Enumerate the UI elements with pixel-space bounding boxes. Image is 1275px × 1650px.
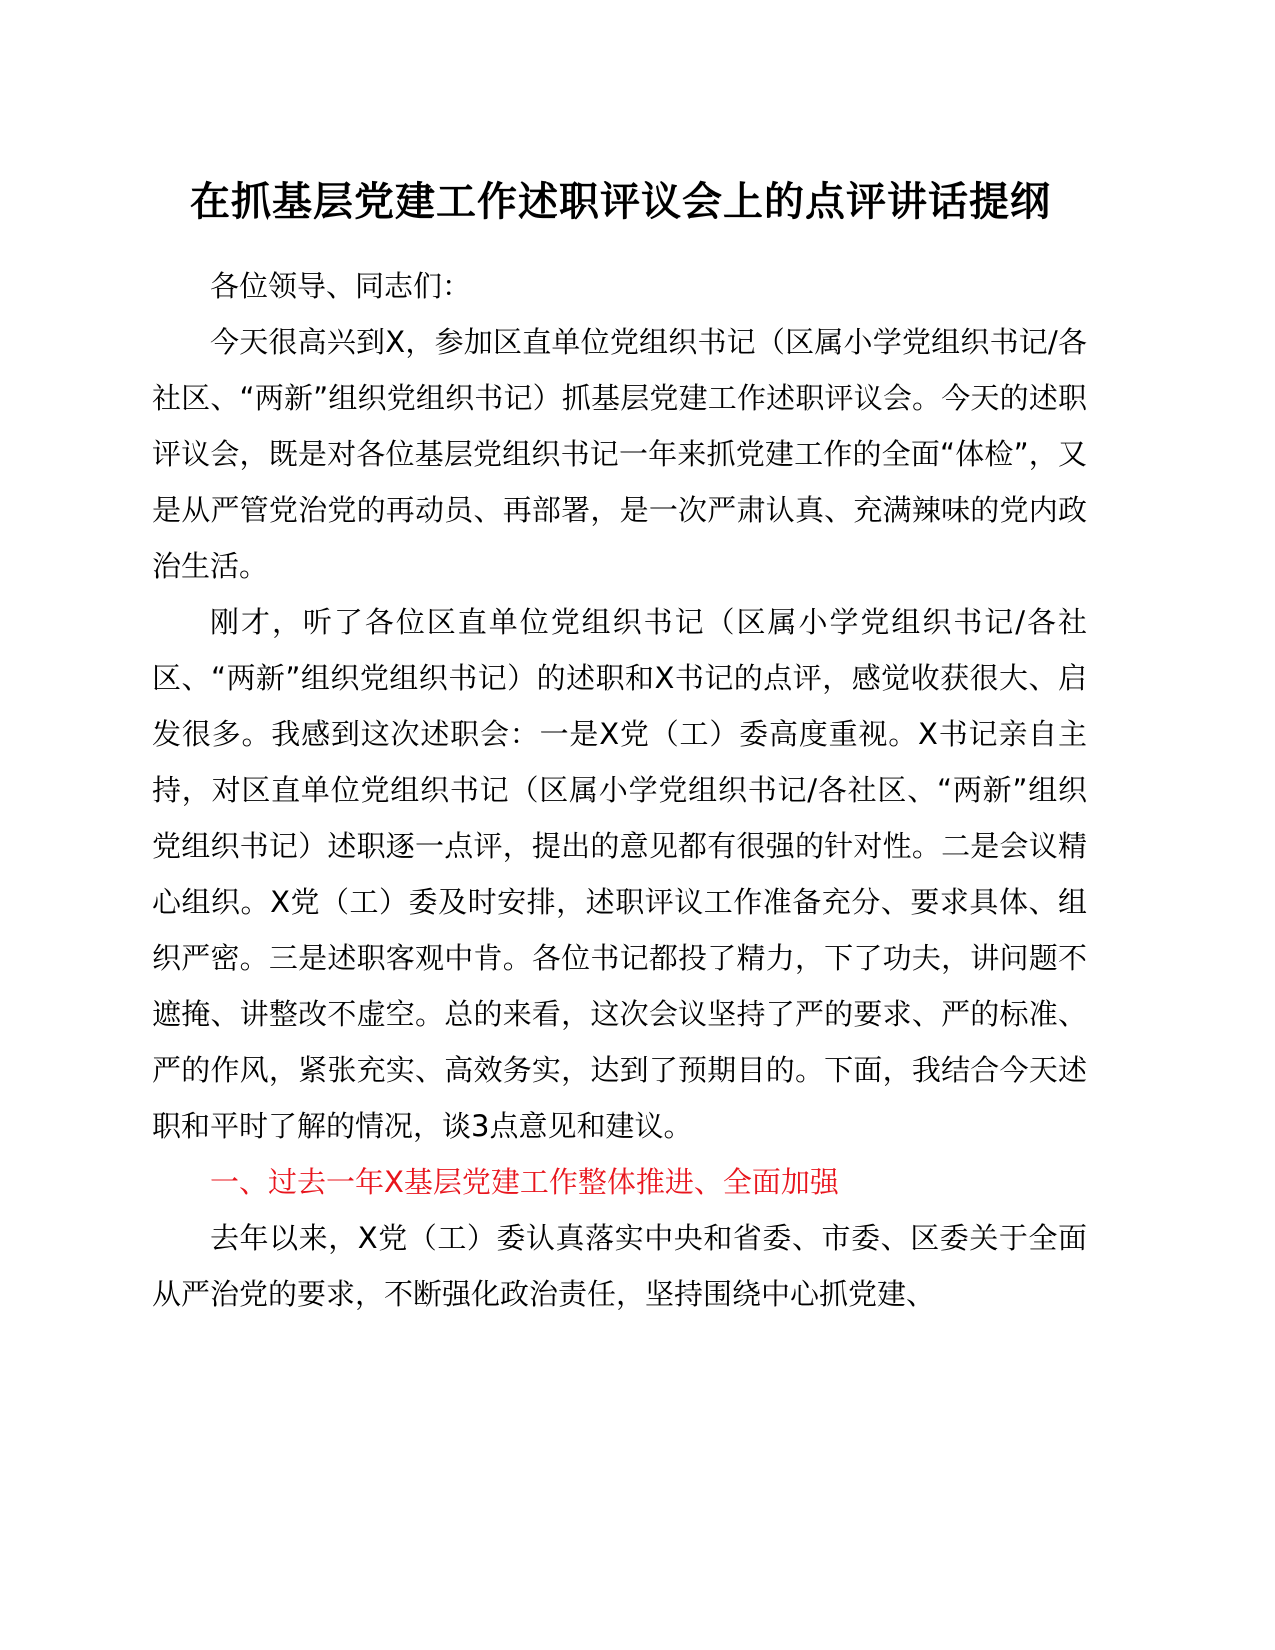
section-heading-1: 一、过去一年X基层党建工作整体推进、全面加强 — [210, 1165, 839, 1199]
document-title: 在抓基层党建工作述职评议会上的点评讲话提纲 — [190, 179, 1051, 225]
document-page — [152, 170, 1087, 1322]
greeting: 各位领导、同志们： — [210, 269, 472, 303]
paragraph-opening: 今天很高兴到X，参加区直单位党组织书记（区属小学党组织书记/各社区、“两新”组织党组织书记）抓基层党建工作述职评议会。今天的述职评议会，既是对各位基层党组织书记一年来抓党建工作的全面“体检”，又是从严管党治党的再动员、再部署，是一次严肃认真、充满辣味的党内政治生活。 — [152, 325, 1087, 583]
paragraph-section-1-body: 去年以来，X党（工）委认真落实中央和省委、市委、区委关于全面从严治党的要求，不断强化政治责任，坚持围绕中心抓党建、 — [152, 1221, 1087, 1311]
paragraph-meeting-review: 刚才，听了各位区直单位党组织书记（区属小学党组织书记/各社区、“两新”组织党组织书记）的述职和X书记的点评，感觉收获很大、启发很多。我感到这次述职会：一是X党（工）委高度重视。X书记亲自主持，对区直单位党组织书记（区属小学党组织书记/各社区、“两新”组织党组织书记）述职逐一点评，提出的意见都有很强的针对性。二是会议精心组织。X党（工）委及时安排，述职评议工作准备充分、要求具体、组织严密。三是述职客观中肯。各位书记都投了精力，下了功夫，讲问题不遮掩、讲整改不虚空。总的来看，这次会议坚持了严的要求、严的标准、严的作风，紧张充实、高效务实，达到了预期目的。下面，我结合今天述职和平时了解的情况，谈3点意见和建议。 — [152, 605, 1087, 1143]
